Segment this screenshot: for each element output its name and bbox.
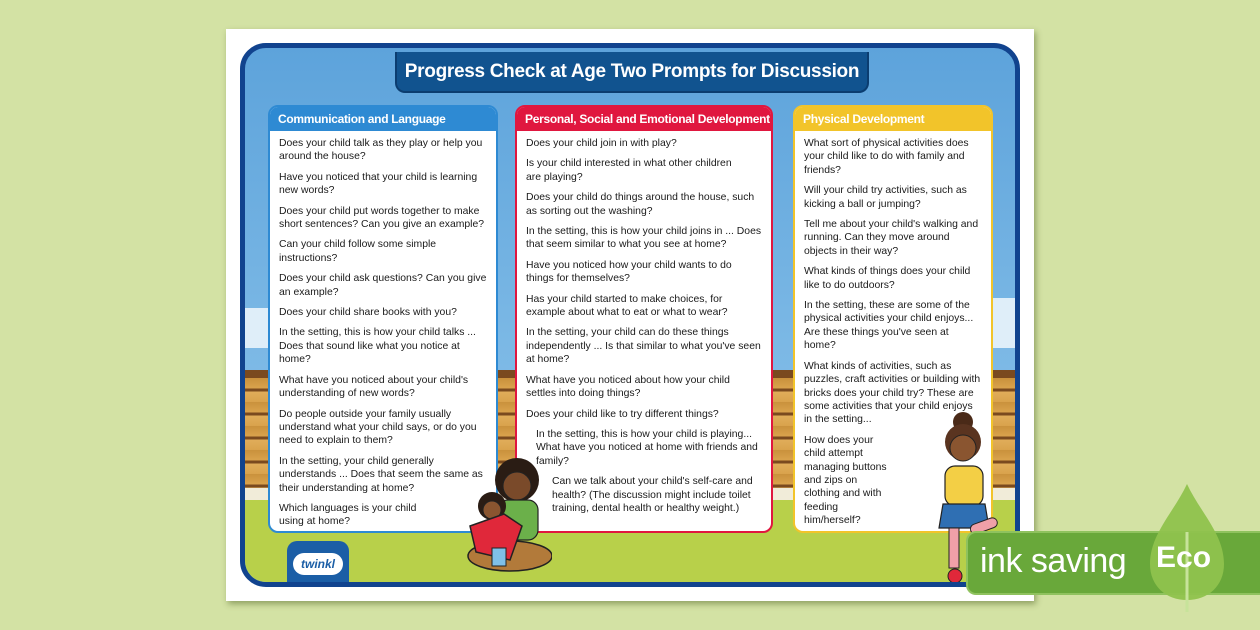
prompt-item: In the setting, your child can do these things independently ... Is that similar to what you've seen at home? — [526, 327, 761, 366]
panel-heading: Personal, Social and Emotional Development — [517, 107, 771, 131]
reading-family-illustration — [462, 448, 552, 573]
prompt-item: Have you noticed that your child is learning new words? — [279, 171, 478, 197]
prompt-item: Does your child talk as they play or help you around the house? — [279, 138, 483, 163]
prompt-item: In the setting, this is how your child joins in ... Does that seem similar to what you see at home? — [526, 226, 762, 251]
prompt-item: Does your child share books with you? — [279, 307, 457, 319]
prompt-item: Does your child put words together to make short sentences? Can you give an example? — [279, 205, 485, 231]
prompt-item: Will your child try activities, such as kicking a ball or jumping? — [804, 185, 967, 210]
prompt-item: Which languages is your child using at home? — [279, 502, 417, 528]
page-title: Progress Check at Age Two Prompts for Discussion — [404, 60, 860, 82]
prompt-item: In the setting, these are some of the physical activities your child enjoys... Are these things you've seen at home? — [804, 300, 974, 352]
twinkl-logo-tab — [287, 541, 349, 587]
prompt-item: How does your child attempt managing buttons and zips on clothing and with feeding him/herself? — [804, 434, 887, 527]
prompt-item: In the setting, this is how your child is playing... What have you noticed at home with friends and family? — [536, 428, 758, 467]
prompt-item: What sort of physical activities does your child like to do with family and friends? — [804, 138, 969, 176]
resource-preview-sheet — [226, 29, 1034, 601]
panel-heading: Physical Development — [795, 107, 991, 131]
prompt-item: Do people outside your family usually understand what your child says, or do you need to explain to them? — [279, 408, 477, 447]
prompt-item: In the setting, this is how your child talks ... Does that sound like what you notice at home? — [279, 327, 476, 366]
prompt-item: Tell me about your child's walking and running. Can they move around objects in their way? — [804, 219, 979, 257]
eco-label: Eco — [1156, 541, 1212, 574]
prompt-item: Has your child started to make choices, for example about what to eat or what to wear? — [526, 293, 728, 319]
prompt-item: What have you noticed about how your child settles into doing things? — [526, 374, 730, 400]
ink-saving-label: ink saving — [980, 542, 1127, 580]
prompt-item: Does your child like to try different things? — [526, 408, 719, 420]
prompt-item: What kinds of things does your child like to do outdoors? — [804, 266, 971, 291]
prompt-item: Does your child ask questions? Can you give an example? — [279, 273, 487, 298]
prompt-item: Can your child follow some simple instructions? — [279, 239, 437, 264]
prompt-item: What have you noticed about your child's understanding of new words? — [279, 374, 469, 400]
prompt-item: Have you noticed how your child wants to do things for themselves? — [526, 259, 732, 285]
title-banner — [395, 52, 869, 93]
panel-personal-social-emotional — [515, 105, 773, 533]
panel-heading: Communication and Language — [270, 107, 496, 131]
prompt-item: Does your child join in with play? — [526, 138, 677, 149]
panel-body — [517, 131, 771, 528]
prompt-item: In the setting, your child generally understands ... Does that seem the same as their understanding at home? — [279, 455, 483, 494]
twinkl-logo: twinkl — [293, 553, 343, 575]
poster-frame — [240, 43, 1020, 587]
prompt-item: What kinds of activities, such as puzzles, craft activities or building with bricks does your child try? These are some activities that your child enjoys in the setting... — [804, 360, 981, 426]
prompt-item: Can we talk about your child's self-care and health? (The discussion might include toilet training, dental health or healthy weight.) — [552, 476, 753, 514]
prompt-item: Does your child do things around the house, such as sorting out the washing? — [526, 192, 755, 217]
prompt-item: Is your child interested in what other children are playing? — [526, 158, 732, 183]
